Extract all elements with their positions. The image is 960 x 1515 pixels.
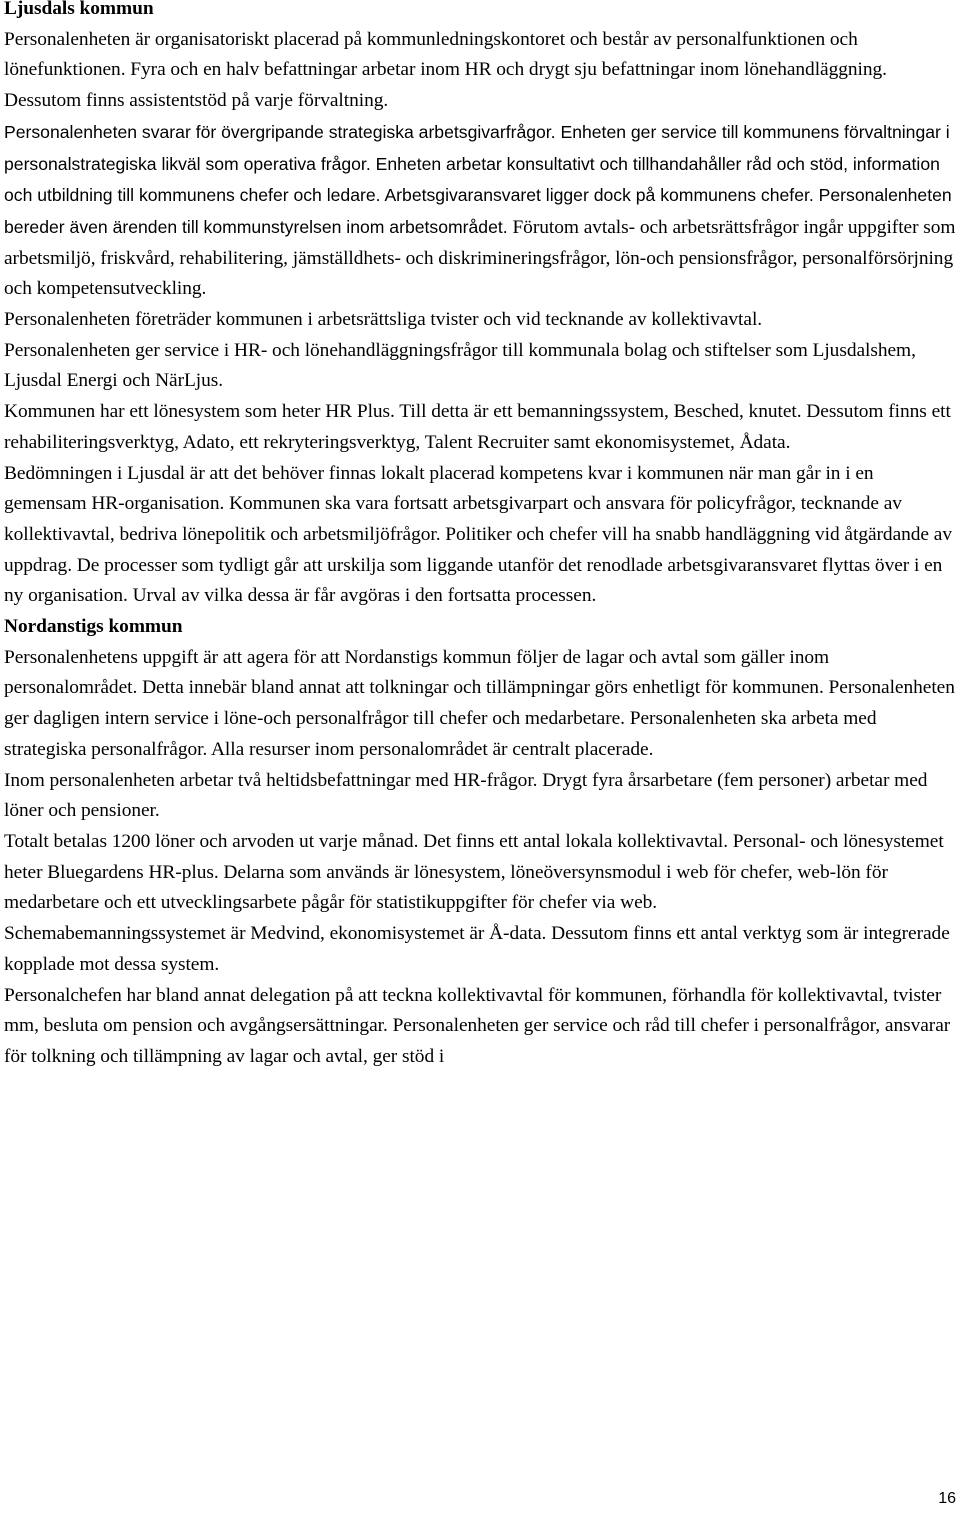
paragraph-ljusdal-strategic-text: Personalenheten svarar för övergripande strategiska arbetsgivarfrågor. Enheten ger service till kommunens förvaltningar i personalstrategiska likväl som operativa frågor. Enheten arbetar konsultativt och tillhandahåller råd och stöd, information och utbildning till kommunens chefer och ledare. Arbetsgivaransvaret ligger dock på kommunens chefer. Personalenheten bereder även ärenden till kommunstyrelsen inom arbetsområdet. <box>4 121 952 237</box>
paragraph-ljusdal-assessment: Bedömningen i Ljusdal är att det behöver finnas lokalt placerad kompetens kvar i kommunen när man går in i en gemensam HR-organisation. Kommunen ska vara fortsatt arbetsgivarpart och ansvara för policyfrågor, tecknande av kollektivavtal, bedriva lönepolitik och arbetsmiljöfrågor. Politiker och chefer vill ha snabb handläggning vid åtgärdande av uppdrag. De processer som tydligt går att urskilja som liggande utanför det renodlade arbetsgivaransvaret flyttas över i en ny organisation. Urval av vilka dessa är får avgöras i den fortsatta processen. <box>4 462 952 607</box>
paragraph-nordanstig-staffing: Inom personalenheten arbetar två heltidsbefattningar med HR-frågor. Drygt fyra årsarbetare (fem personer) arbetar med löner och pensioner. <box>4 769 928 822</box>
document-body <box>4 0 956 1073</box>
paragraph-ljusdal-service: Personalenheten ger service i HR- och lönehandläggningsfrågor till kommunala bolag och stiftelser som Ljusdalshem, Ljusdal Energi och NärLjus. <box>4 339 916 392</box>
paragraph-ljusdal-systems: Kommunen har ett lönesystem som heter HR Plus. Till detta är ett bemanningssystem, Besched, knutet. Dessutom finns ett rehabiliteringsverktyg, Adato, ett rekryteringsverktyg, Talent Recruiter samt ekonomisystemet, Ådata. <box>4 401 951 453</box>
paragraph-nordanstig-systems: Schemabemanningssystemet är Medvind, ekonomisystemet är Å-data. Dessutom finns ett antal verktyg som är integrerade kopplade mot dessa system. <box>4 923 950 975</box>
paragraph-ljusdal-tasks-text: Förutom avtals- och arbetsrättsfrågor ingår uppgifter som arbetsmiljö, friskvård, rehabilitering, jämställdhets- och diskrimineringsfrågor, lön-och pensionsfrågor, personalförsörjning och kompetensutveckling. <box>4 216 956 300</box>
paragraph-nordanstig-delegation: Personalchefen har bland annat delegation på att teckna kollektivavtal för kommunen, förhandla för kollektivavtal, tvister mm, besluta om pension och avgångsersättningar. Personalenheten ger service och råd till chefer i personalfrågor, ansvarar för tolkning och tillämpning av lagar och avtal, ger stöd i <box>4 984 951 1067</box>
page-number: 16 <box>938 1490 956 1507</box>
paragraph-ljusdal-strategic <box>4 117 956 305</box>
paragraph-nordanstig-mission: Personalenhetens uppgift är att agera för att Nordanstigs kommun följer de lagar och avtal som gäller inom personalområdet. Detta innebär bland annat att tolkningar och tillämpningar görs enhetligt för kommunen. Personalenheten ger dagligen intern service i löne-och personalfrågor till chefer och medarbetare. Personalenheten ska arbeta med strategiska personalfrågor. Alla resurser inom personalområdet är centralt placerade. <box>4 646 955 760</box>
section-heading-ljusdal: Ljusdals kommun <box>4 0 154 19</box>
paragraph-nordanstig-payroll: Totalt betalas 1200 löner och arvoden ut varje månad. Det finns ett antal lokala kollektivavtal. Personal- och lönesystemet heter Bluegardens HR-plus. Delarna som används är lönesystem, löneöversynsmodul i web för chefer, web-lön för medarbetare och ett utvecklingsarbete pågår för statistikuppgifter för chefer via web. <box>4 830 944 914</box>
paragraph-ljusdal-organisation: Personalenheten är organisatoriskt placerad på kommunledningskontoret och består av personalfunktionen och lönefunktionen. Fyra och en halv befattningar arbetar inom HR och drygt sju befattningar inom lönehandläggning. Dessutom finns assistentstöd på varje förvaltning. <box>4 28 887 112</box>
paragraph-ljusdal-representation: Personalenheten företräder kommunen i arbetsrättsliga tvister och vid tecknande av kollektivavtal. <box>4 309 763 331</box>
section-heading-nordanstig: Nordanstigs kommun <box>4 616 183 638</box>
